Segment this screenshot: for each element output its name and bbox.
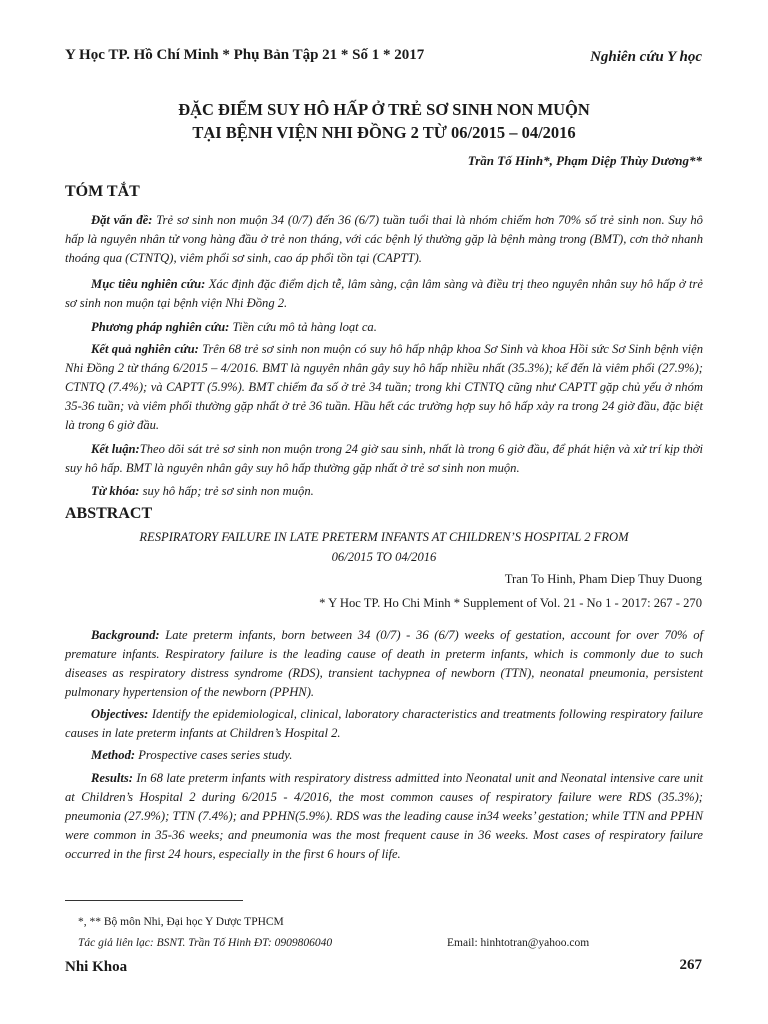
vi-abstract-heading: TÓM TẮT bbox=[65, 183, 140, 200]
en-objectives-paragraph bbox=[65, 705, 703, 743]
en-results-paragraph bbox=[65, 769, 703, 864]
vi-conclusion-label: Kết luận: bbox=[91, 442, 140, 456]
footnote-email bbox=[447, 937, 589, 949]
vi-background-text: Trẻ sơ sinh non muộn 34 (0/7) đến 36 (6/7) tuần tuổi thai là nhóm chiếm hơn 70% số trẻ sinh non. Suy hô hấp là nguyên nhân tử vong hàng đầu ở trẻ non tháng, với các bệnh lý thường gặp là bệnh màng trong (BMT), cơn thở nhanh thoáng qua (CTNTQ), viêm phổi sơ sinh, cao áp phổi tồn tại (CAPTT). bbox=[65, 213, 703, 265]
footnote-affiliation: *, ** Bộ môn Nhi, Đại học Y Dược TPHCM bbox=[78, 916, 284, 928]
page-number: 267 bbox=[679, 957, 702, 973]
vi-objective-paragraph bbox=[65, 275, 703, 313]
footnote-divider bbox=[65, 900, 243, 901]
en-title-line-1: RESPIRATORY FAILURE IN LATE PRETERM INFANTS AT CHILDREN’S HOSPITAL 2 FROM bbox=[139, 530, 629, 544]
vi-objective-label: Mục tiêu nghiên cứu: bbox=[91, 277, 206, 291]
running-header-section: Nghiên cứu Y học bbox=[590, 49, 702, 65]
en-method-text: Prospective cases series study. bbox=[135, 748, 293, 762]
en-authors: Tran To Hinh, Pham Diep Thuy Duong bbox=[504, 572, 702, 586]
en-objectives-text: Identify the epidemiological, clinical, laboratory characteristics and treatments following respiratory failure causes in late preterm infants at Children’s Hospital 2. bbox=[65, 707, 703, 740]
en-objectives-label: Objectives: bbox=[91, 707, 149, 721]
en-method-paragraph bbox=[65, 746, 703, 765]
vi-objective-text: Xác định đặc điểm dịch tễ, lâm sàng, cận lâm sàng và điều trị theo nguyên nhân suy hô hấp ở trẻ sơ sinh non muộn tại bệnh viện Nhi Đồng 2. bbox=[65, 277, 704, 310]
vi-keywords-paragraph bbox=[65, 482, 703, 501]
vi-results-paragraph bbox=[65, 340, 703, 435]
en-title-line-2: 06/2015 TO 04/2016 bbox=[331, 550, 437, 564]
en-background-paragraph bbox=[65, 626, 703, 702]
vi-results-text: Trên 68 trẻ sơ sinh non muộn có suy hô hấp nhập khoa Sơ Sinh và khoa Hồi sức Sơ Sinh bệnh viện Nhi Đồng 2 từ tháng 6/2015 – 4/2016. BMT là nguyên nhân gây suy hô hấp nhiều nhất (35.3%); kế đến là viêm phổi (27.9%); CTNTQ (7.4%); và CAPTT (5.9%). BMT chiếm đa số ở trẻ 34 tuần; trong khi CTNTQ cũng như CAPTT gặp chủ yếu ở nhóm 35-36 tuần; và viêm phổi thường gặp nhất ở trẻ 36 tuần. Hầu hết các trường hợp suy hô hấp xảy ra trong 24 giờ đầu, đặc biệt là trong 6 giờ đầu. bbox=[65, 342, 703, 432]
vi-conclusion-text: Theo dõi sát trẻ sơ sinh non muộn trong 24 giờ sau sinh, nhất là trong 6 giờ đầu, để phát hiện và xử trí kịp thời suy hô hấp. BMT là nguyên nhân gây suy hô hấp thường gặp nhất ở trẻ sơ sinh non muộn. bbox=[65, 442, 703, 475]
en-results-label: Results: bbox=[91, 771, 133, 785]
article-title-line-2: TẠI BỆNH VIỆN NHI ĐỒNG 2 TỪ 06/2015 – 04/2016 bbox=[192, 123, 576, 142]
vi-method-label: Phương pháp nghiên cứu: bbox=[91, 320, 230, 334]
en-method-label: Method: bbox=[91, 748, 136, 762]
footnote-email-text: Email: hinhtotran@yahoo.com bbox=[447, 937, 590, 949]
en-background-label: Background: bbox=[91, 628, 160, 642]
running-header-journal: Y Học TP. Hồ Chí Minh * Phụ Bản Tập 21 * Số 1 * 2017 bbox=[65, 47, 425, 63]
vi-keywords-text: suy hô hấp; trẻ sơ sinh non muộn. bbox=[139, 484, 314, 498]
vi-conclusion-paragraph bbox=[65, 440, 703, 478]
article-title-line-1: ĐẶC ĐIỂM SUY HÔ HẤP Ở TRẺ SƠ SINH NON MUỘN bbox=[178, 100, 590, 119]
en-background-text: Late preterm infants, born between 34 (0/7) - 36 (6/7) weeks of gestation, account for over 70% of premature infants. Respiratory failure is the leading cause of death in preterm infants, which is commonly due to such diseases as respiratory distress syndrome (RDS), transient tachypnea of newborn (TTN), neonatal pneumonia, persistent pulmonary hypertension of the newborn (PPHN). bbox=[65, 628, 703, 699]
vi-background-paragraph bbox=[65, 211, 703, 268]
vi-results-label: Kết quả nghiên cứu: bbox=[91, 342, 199, 356]
en-abstract-heading: ABSTRACT bbox=[65, 505, 153, 522]
citation: * Y Hoc TP. Ho Chi Minh * Supplement of Vol. 21 - No 1 - 2017: 267 - 270 bbox=[319, 596, 702, 610]
vi-background-label: Đặt vấn đề: bbox=[91, 213, 153, 227]
footer-journal: Nhi Khoa bbox=[65, 959, 128, 975]
authors: Trần Tố Hinh*, Phạm Diệp Thùy Dương** bbox=[467, 153, 702, 168]
vi-keywords-label: Từ khóa: bbox=[91, 484, 140, 498]
en-results-text: In 68 late preterm infants with respiratory distress admitted into Neonatal unit and Neonatal intensive care unit at Children’s Hospital 2 during 6/2015 - 4/2016, the most common causes of respiratory failure were RDS (35.3%); pneumonia (27.9%); TTN (7.4%); and PPHN(5.9%). RDS was the leading cause in34 weeks’ gestation; while TTN and PPHN were common in 35-36 weeks; and pneumonia was the most frequent cause in 36 weeks. Most cases of respiratory failure occurred in the first 24 hours, especially in the first 6 hours of life. bbox=[65, 771, 703, 861]
footnote-contact: Tác giả liên lạc: BSNT. Trần Tố Hinh ĐT: 0909806040 bbox=[78, 937, 333, 949]
vi-method-paragraph bbox=[65, 318, 703, 337]
vi-method-text: Tiền cứu mô tả hàng loạt ca. bbox=[229, 320, 377, 334]
